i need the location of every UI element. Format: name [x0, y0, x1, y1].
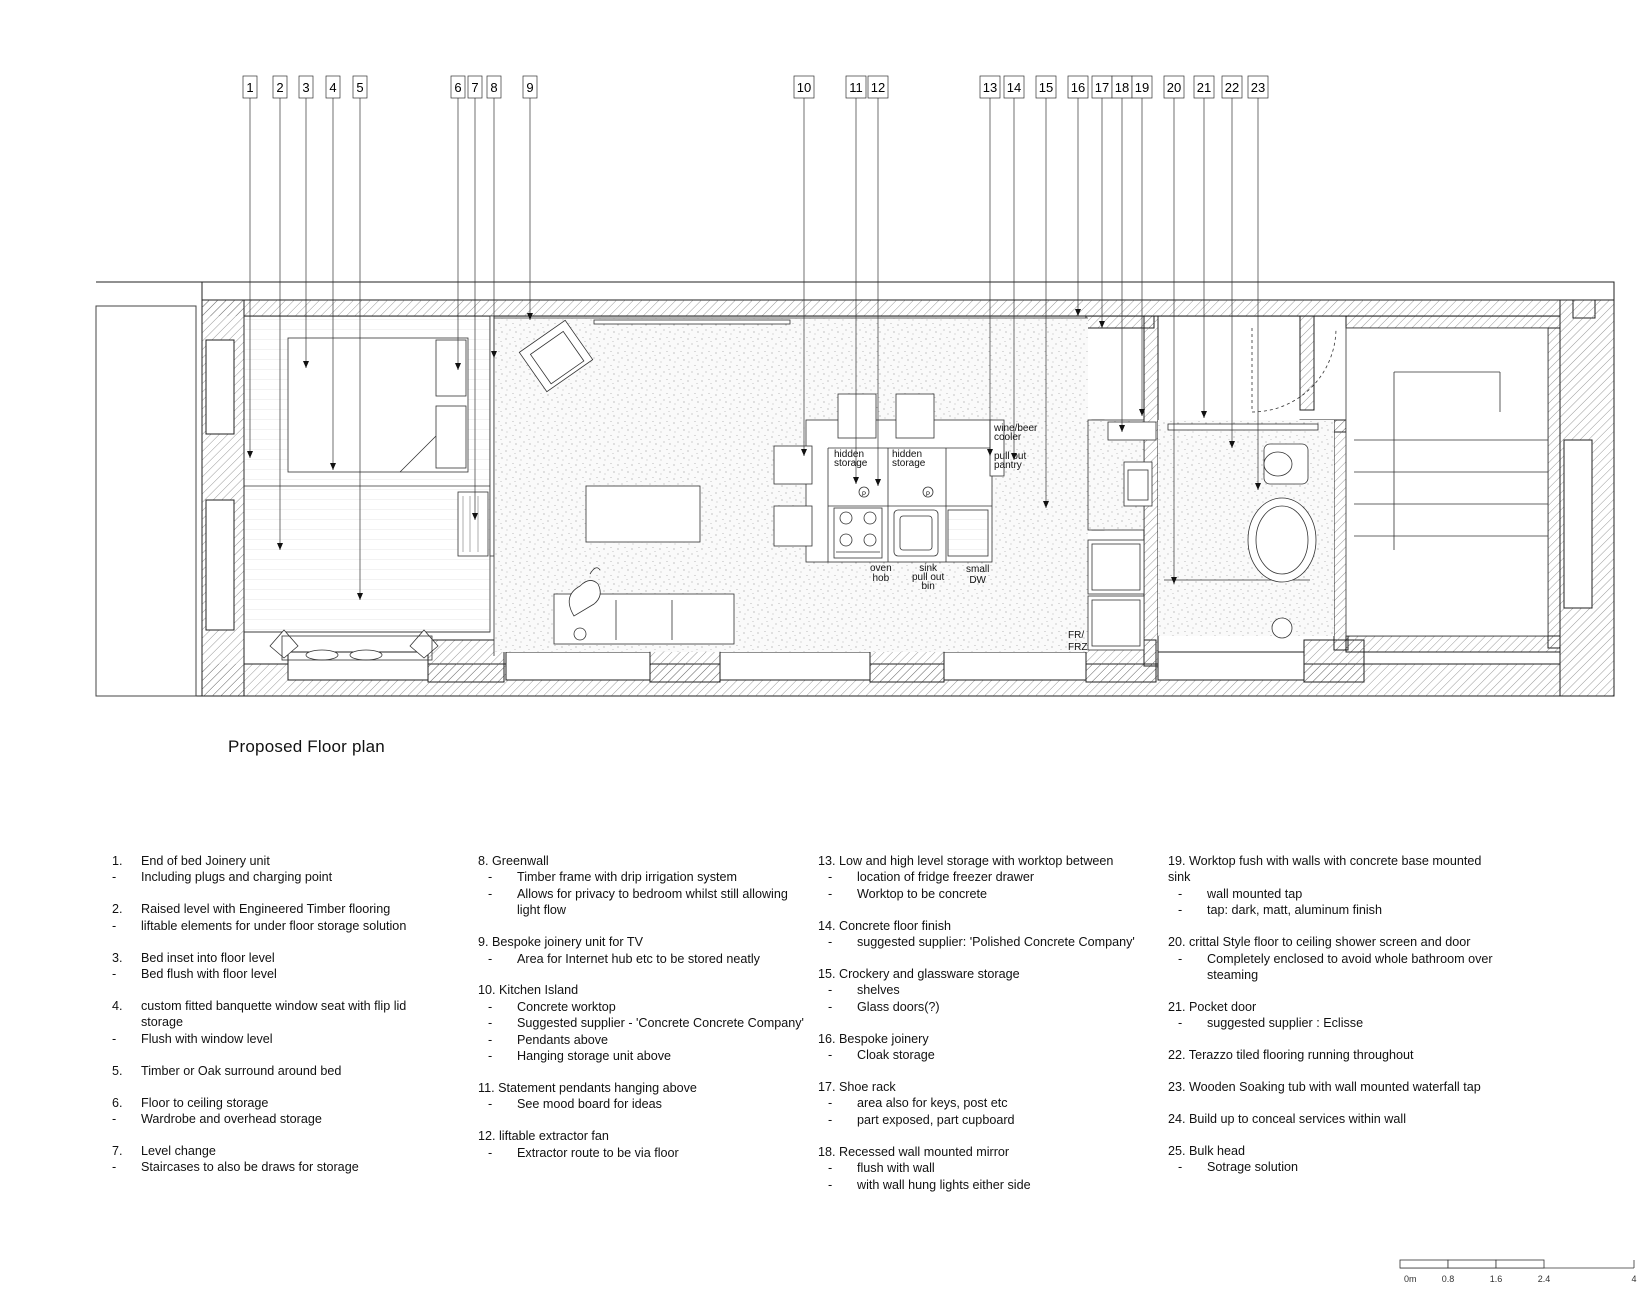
note-sub-item: [478, 1048, 808, 1064]
callout-number-9: 9: [526, 80, 534, 95]
note-item: [818, 918, 1148, 951]
notes-column-2: [478, 853, 808, 1177]
bullet-dash: -: [112, 1160, 117, 1175]
note-sub-text: See mood board for ideas: [517, 1097, 662, 1112]
bullet-dash: -: [828, 1112, 833, 1127]
note-title: 9. Bespoke joinery unit for TV: [478, 935, 643, 950]
leader-arrow-21: [1201, 411, 1207, 418]
note-title: 19. Worktop fush with walls with concrete base mounted sink: [1168, 854, 1482, 885]
note-number: 7.: [112, 1143, 123, 1158]
note-item: [818, 853, 1148, 902]
note-heading: [1168, 999, 1498, 1015]
note-sub-item: [818, 982, 1148, 998]
scale-tick-label: 1.6: [1489, 1274, 1503, 1284]
scale-bar: [1398, 1256, 1638, 1286]
note-sub-item: [818, 1095, 1148, 1111]
note-title: 22. Terazzo tiled flooring running throughout: [1168, 1048, 1414, 1063]
note-number: 6.: [112, 1095, 123, 1110]
note-sub-item: [818, 1047, 1148, 1063]
note-number: 3.: [112, 950, 123, 965]
callout-number-8: 8: [490, 80, 498, 95]
callout-number-6: 6: [454, 80, 462, 95]
note-sub-item: [478, 951, 808, 967]
bullet-dash: -: [488, 999, 493, 1014]
note-sub-text: Hanging storage unit above: [517, 1049, 672, 1064]
note-heading: [1168, 853, 1498, 886]
note-heading: [818, 853, 1148, 869]
note-item: [1168, 999, 1498, 1032]
note-sub-item: [112, 1159, 442, 1175]
note-item: [1168, 934, 1498, 983]
note-sub-text: Timber frame with drip irrigation system: [517, 870, 737, 885]
note-sub-text: Worktop to be concrete: [857, 886, 987, 901]
note-sub-item: [1168, 1015, 1498, 1031]
note-title: 16. Bespoke joinery: [818, 1031, 929, 1046]
callout-number-4: 4: [329, 80, 337, 95]
note-sub-text: Staircases to also be draws for storage: [141, 1160, 359, 1175]
note-item: [818, 1079, 1148, 1128]
note-sub-text: Allows for privacy to bedroom whilst still allowing light flow: [517, 886, 788, 918]
note-item: [1168, 853, 1498, 919]
bullet-dash: -: [488, 870, 493, 885]
note-heading: [112, 998, 442, 1031]
note-item: [1168, 1047, 1498, 1063]
note-sub-item: [1168, 1159, 1498, 1175]
note-title: 11. Statement pendants hanging above: [478, 1080, 697, 1095]
note-sub-text: with wall hung lights either side: [857, 1177, 1031, 1192]
note-title: 8. Greenwall: [478, 854, 549, 868]
note-sub-text: Including plugs and charging point: [141, 870, 333, 885]
note-title: Raised level with Engineered Timber flooring: [141, 902, 391, 917]
note-sub-text: Concrete worktop: [517, 999, 616, 1014]
note-sub-item: [818, 869, 1148, 885]
note-sub-item: [1168, 886, 1498, 902]
note-sub-item: [478, 869, 808, 885]
note-sub-item: [818, 886, 1148, 902]
note-heading: [112, 853, 442, 869]
note-heading: [112, 901, 442, 917]
note-sub-text: Sotrage solution: [1207, 1160, 1299, 1175]
scale-tick-label: 2.4: [1537, 1274, 1551, 1284]
note-sub-item: [478, 1032, 808, 1048]
callout-number-19: 19: [1134, 80, 1150, 95]
note-title: 21. Pocket door: [1168, 999, 1257, 1014]
note-sub-item: [478, 999, 808, 1015]
note-item: [112, 1143, 442, 1176]
note-title: 24. Build up to conceal services within wall: [1168, 1111, 1407, 1126]
note-sub-item: [112, 1031, 442, 1047]
bullet-dash: -: [488, 1016, 493, 1031]
bullet-dash: -: [828, 1161, 833, 1176]
note-title: 25. Bulk head: [1168, 1143, 1246, 1158]
note-sub-text: shelves: [857, 983, 900, 998]
note-sub-text: Glass doors(?): [857, 999, 940, 1014]
note-heading: [478, 853, 808, 869]
callout-number-11: 11: [849, 80, 863, 95]
note-item: [112, 1095, 442, 1128]
note-heading: [1168, 1143, 1498, 1159]
note-title: 13. Low and high level storage with worktop between: [818, 854, 1114, 868]
note-sub-item: [818, 1112, 1148, 1128]
note-title: 14. Concrete floor finish: [818, 918, 952, 933]
note-title: Level change: [141, 1143, 216, 1158]
bullet-dash: -: [828, 870, 833, 885]
pendant-marker: P: [861, 492, 867, 498]
note-heading: [818, 1079, 1148, 1095]
note-sub-text: area also for keys, post etc: [857, 1096, 1008, 1111]
stair-hall: [1346, 328, 1548, 636]
note-sub-text: suggested supplier : Eclisse: [1207, 1016, 1364, 1031]
note-sub-text: liftable elements for under floor storage solution: [141, 918, 407, 933]
note-sub-text: Extractor route to be via floor: [517, 1145, 679, 1160]
note-item: [478, 934, 808, 967]
note-item: [112, 901, 442, 934]
note-sub-text: flush with wall: [857, 1161, 935, 1176]
bullet-dash: -: [488, 1032, 493, 1047]
plan-label-sink-bin: sink pull out bin: [912, 563, 945, 592]
note-sub-text: Flush with window level: [141, 1031, 273, 1046]
plan-label-hidden-storage-2: hidden storage: [892, 449, 926, 469]
plan-label-oven-hob: oven hob: [870, 563, 892, 584]
note-heading: [478, 934, 808, 950]
note-sub-item: [1168, 951, 1498, 984]
note-heading: [478, 1128, 808, 1144]
note-sub-text: Suggested supplier - 'Concrete Concrete Company': [517, 1016, 804, 1031]
note-heading: [1168, 1047, 1498, 1063]
bullet-dash: -: [488, 951, 493, 966]
note-item: [478, 853, 808, 919]
pendant-marker: P: [925, 492, 931, 498]
scale-tick-label: 4: [1631, 1274, 1637, 1284]
note-title: 23. Wooden Soaking tub with wall mounted waterfall tap: [1168, 1080, 1481, 1095]
note-sub-item: [478, 1145, 808, 1161]
note-title: 18. Recessed wall mounted mirror: [818, 1144, 1010, 1159]
note-heading: [1168, 1079, 1498, 1095]
note-item: [1168, 1143, 1498, 1176]
callout-number-14: 14: [1006, 80, 1022, 95]
callout-number-1: 1: [246, 80, 254, 95]
note-item: [478, 982, 808, 1064]
note-heading: [818, 1031, 1148, 1047]
note-title: 15. Crockery and glassware storage: [818, 967, 1020, 982]
note-item: [1168, 1079, 1498, 1095]
callout-number-16: 16: [1070, 80, 1086, 95]
note-heading: [818, 966, 1148, 982]
note-heading: [818, 1144, 1148, 1160]
note-item: [112, 950, 442, 983]
callout-number-21: 21: [1196, 80, 1212, 95]
note-title: 20. crittal Style floor to ceiling shower screen and door: [1168, 935, 1471, 950]
note-sub-text: Pendants above: [517, 1032, 609, 1047]
bullet-dash: -: [112, 1031, 117, 1046]
bullet-dash: -: [112, 918, 117, 933]
note-item: [818, 1144, 1148, 1193]
note-title: End of bed Joinery unit: [141, 854, 270, 868]
note-heading: [1168, 934, 1498, 950]
note-heading: [478, 982, 808, 998]
bullet-dash: -: [828, 983, 833, 998]
bullet-dash: -: [1178, 951, 1183, 966]
note-sub-item: [112, 966, 442, 982]
bullet-dash: -: [828, 935, 833, 950]
bullet-dash: -: [828, 886, 833, 901]
note-title: 10. Kitchen Island: [478, 983, 579, 998]
callout-number-18: 18: [1114, 80, 1130, 95]
callout-number-10: 10: [796, 80, 812, 95]
bullet-dash: -: [488, 1049, 493, 1064]
notes-column-1: [112, 853, 442, 1191]
note-title: 17. Shoe rack: [818, 1080, 896, 1095]
plan-label-wine-cooler: wine/beer cooler: [994, 423, 1038, 443]
callout-number-13: 13: [982, 80, 998, 95]
note-sub-text: tap: dark, matt, aluminum finish: [1207, 903, 1382, 918]
note-sub-item: [1168, 902, 1498, 918]
note-sub-text: suggested supplier: 'Polished Concrete Company': [857, 935, 1135, 950]
bullet-dash: -: [828, 1177, 833, 1192]
bullet-dash: -: [1178, 886, 1183, 901]
note-item: [112, 998, 442, 1047]
bullet-dash: -: [828, 1096, 833, 1111]
callout-number-5: 5: [356, 80, 364, 95]
note-title: Floor to ceiling storage: [141, 1095, 269, 1110]
note-number: 5.: [112, 1063, 123, 1078]
note-sub-item: [818, 1160, 1148, 1176]
note-heading: [818, 918, 1148, 934]
note-heading: [478, 1080, 808, 1096]
note-title: custom fitted banquette window seat with flip lid storage: [141, 998, 407, 1030]
bullet-dash: -: [1178, 1160, 1183, 1175]
note-sub-item: [112, 869, 442, 885]
note-sub-text: part exposed, part cupboard: [857, 1112, 1015, 1127]
bullet-dash: -: [112, 870, 117, 885]
note-number: 1.: [112, 854, 123, 868]
note-item: [478, 1128, 808, 1161]
bedroom: [244, 316, 490, 660]
callout-number-12: 12: [870, 80, 886, 95]
callout-number-17: 17: [1094, 80, 1110, 95]
scale-tick-label: 0.8: [1441, 1274, 1455, 1284]
bullet-dash: -: [828, 999, 833, 1014]
callout-number-7: 7: [471, 80, 479, 95]
note-heading: [1168, 1111, 1498, 1127]
note-title: Timber or Oak surround around bed: [141, 1063, 342, 1078]
plan-label-fridge: FR/ FRZ: [1068, 630, 1088, 653]
note-item: [112, 1063, 442, 1079]
note-sub-text: location of fridge freezer drawer: [857, 870, 1035, 885]
note-sub-text: Cloak storage: [857, 1048, 935, 1063]
note-title: 12. liftable extractor fan: [478, 1129, 609, 1144]
callout-number-23: 23: [1250, 80, 1266, 95]
callout-number-3: 3: [302, 80, 310, 95]
bullet-dash: -: [828, 1048, 833, 1063]
callout-number-15: 15: [1038, 80, 1054, 95]
note-heading: [112, 1143, 442, 1159]
bullet-dash: -: [488, 1097, 493, 1112]
notes-column-4: [1168, 853, 1498, 1191]
note-title: Bed inset into floor level: [141, 950, 275, 965]
bullet-dash: -: [1178, 903, 1183, 918]
note-item: [112, 853, 442, 886]
note-sub-item: [478, 1015, 808, 1031]
plan-label-pantry: pull out pantry: [994, 451, 1027, 471]
callout-number-2: 2: [276, 80, 284, 95]
note-item: [1168, 1111, 1498, 1127]
living-area: [494, 316, 1088, 656]
note-item: [818, 1031, 1148, 1064]
note-sub-item: [818, 934, 1148, 950]
callout-number-20: 20: [1166, 80, 1182, 95]
notes-column-3: [818, 853, 1148, 1209]
note-sub-text: Bed flush with floor level: [141, 967, 277, 982]
note-heading: [112, 950, 442, 966]
drawing-title: Proposed Floor plan: [228, 737, 385, 756]
callout-number-22: 22: [1224, 80, 1240, 95]
note-item: [478, 1080, 808, 1113]
note-number: 4.: [112, 998, 123, 1013]
bullet-dash: -: [112, 1111, 117, 1126]
note-sub-text: Completely enclosed to avoid whole bathroom over steaming: [1207, 951, 1493, 982]
note-sub-text: Wardrobe and overhead storage: [141, 1111, 322, 1126]
note-sub-item: [112, 1111, 442, 1127]
scale-tick-label: 0m: [1404, 1274, 1417, 1284]
note-sub-item: [818, 999, 1148, 1015]
plan-label-hidden-storage: hidden storage: [834, 449, 868, 469]
note-sub-text: Area for Internet hub etc to be stored neatly: [517, 951, 760, 966]
note-sub-item: [112, 918, 442, 934]
bullet-dash: -: [488, 1145, 493, 1160]
note-heading: [112, 1063, 442, 1079]
bullet-dash: -: [112, 967, 117, 982]
note-sub-item: [478, 1096, 808, 1112]
note-sub-item: [478, 886, 808, 919]
bullet-dash: -: [1178, 1016, 1183, 1031]
note-item: [818, 966, 1148, 1015]
note-heading: [112, 1095, 442, 1111]
note-sub-item: [818, 1177, 1148, 1193]
bullet-dash: -: [488, 886, 493, 901]
note-number: 2.: [112, 902, 123, 917]
plan-label-small-dw: small DW: [966, 564, 990, 586]
note-sub-text: wall mounted tap: [1207, 886, 1303, 901]
